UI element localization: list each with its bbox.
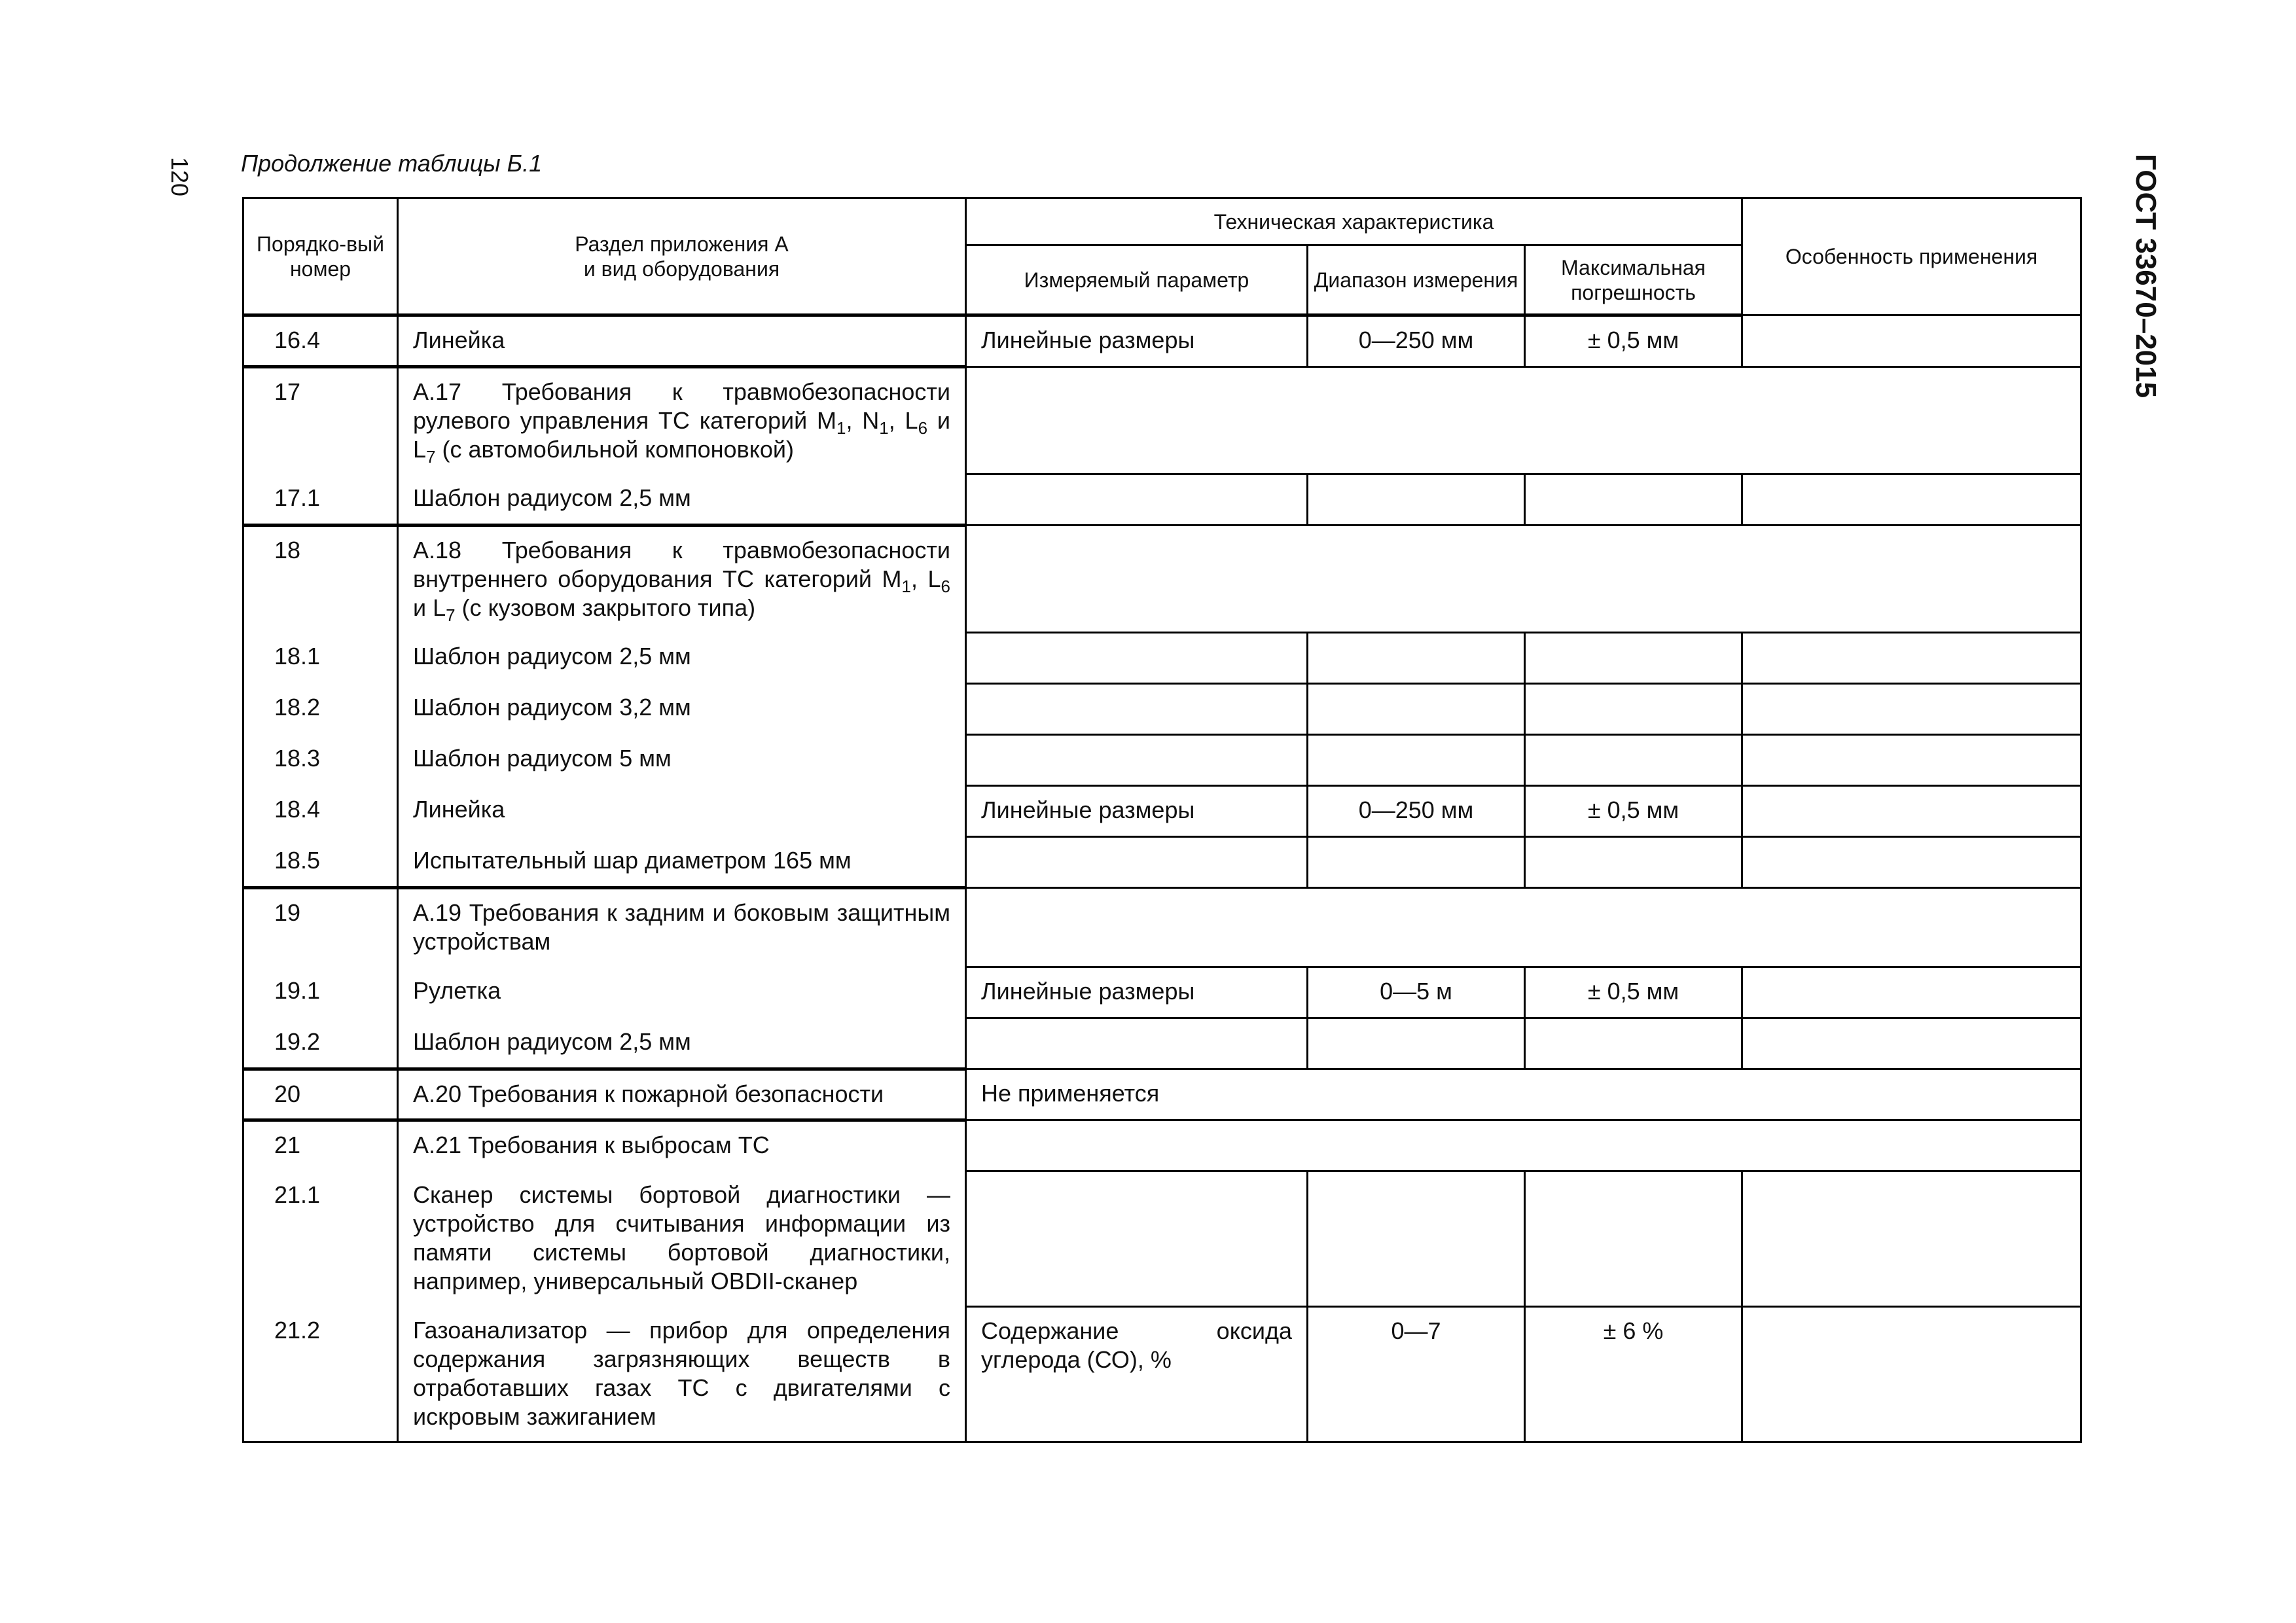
row-number: 21.2 xyxy=(243,1307,398,1442)
table-row xyxy=(243,315,2081,367)
row-number: 18 xyxy=(243,526,398,633)
row-number: 21 xyxy=(243,1120,398,1171)
row-number: 19.1 xyxy=(243,967,398,1018)
row-number: 18.2 xyxy=(243,684,398,735)
header-param: Измеряемый параметр xyxy=(966,245,1308,315)
table-row xyxy=(243,1018,2081,1069)
row-number: 19.2 xyxy=(243,1018,398,1069)
row-range: 0—250 мм xyxy=(1308,315,1525,367)
standard-designation: ГОСТ 33670–2015 xyxy=(2130,154,2162,399)
row-name: Шаблон радиусом 2,5 мм xyxy=(398,633,966,684)
row-number: 18.3 xyxy=(243,735,398,786)
row-name: Рулетка xyxy=(398,967,966,1018)
header-number: Порядко-вый номер xyxy=(243,198,398,315)
table-row xyxy=(243,367,2081,474)
row-number: 19 xyxy=(243,888,398,967)
table-row xyxy=(243,1120,2081,1171)
table-row xyxy=(243,684,2081,735)
table-row xyxy=(243,1307,2081,1442)
row-name: А.18 Требования к травмобезопасности внутреннего оборудования ТС категорий $М_1$, $L_6$ и $L_7$ (с кузовом закрытого типа) xyxy=(398,526,966,633)
table-row xyxy=(243,1069,2081,1120)
row-spanned-empty xyxy=(966,888,2081,967)
row-feature xyxy=(1742,315,2081,367)
row-range xyxy=(1308,837,1525,888)
row-feature xyxy=(1742,684,2081,735)
row-range xyxy=(1308,1018,1525,1069)
table-row xyxy=(243,735,2081,786)
row-range xyxy=(1308,633,1525,684)
row-note: Не применяется xyxy=(966,1069,2081,1120)
row-feature xyxy=(1742,967,2081,1018)
row-name: А.19 Требования к задним и боковым защитным устройствам xyxy=(398,888,966,967)
row-feature xyxy=(1742,1307,2081,1442)
row-name: А.21 Требования к выбросам ТС xyxy=(398,1120,966,1171)
table-row xyxy=(243,888,2081,967)
row-number: 17 xyxy=(243,367,398,474)
row-param xyxy=(966,735,1308,786)
row-number: 18.4 xyxy=(243,786,398,837)
row-error xyxy=(1525,735,1742,786)
table-row xyxy=(243,837,2081,888)
table-row xyxy=(243,474,2081,526)
row-param xyxy=(966,684,1308,735)
row-range xyxy=(1308,474,1525,526)
row-name: Сканер системы бортовой диагностики — устройство для считывания информации из памяти системы бортовой диагностики, например, универсальный OBDII-сканер xyxy=(398,1171,966,1307)
row-name: А.17 Требования к травмобезопасности рулевого управления ТС категорий $М_1$, $N_1$, $L_6$ и $L_7$ (с автомобильной компоновкой) xyxy=(398,367,966,474)
row-error xyxy=(1525,837,1742,888)
row-error: ± 0,5 мм xyxy=(1525,967,1742,1018)
row-name: Шаблон радиусом 2,5 мм xyxy=(398,474,966,526)
row-feature xyxy=(1742,735,2081,786)
table-row xyxy=(243,526,2081,633)
header-range: Диапазон измерения xyxy=(1308,245,1525,315)
row-number: 20 xyxy=(243,1069,398,1120)
row-error: ± 0,5 мм xyxy=(1525,786,1742,837)
row-name: Линейка xyxy=(398,786,966,837)
table-caption: Продолжение таблицы Б.1 xyxy=(241,150,543,177)
row-spanned-empty xyxy=(966,367,2081,474)
row-feature xyxy=(1742,1018,2081,1069)
row-param: Линейные размеры xyxy=(966,315,1308,367)
row-spanned-empty xyxy=(966,526,2081,633)
row-name: Газоанализатор — прибор для определения содержания загрязняющих веществ в отработавших газах ТС с двигателями с искровым зажиганием xyxy=(398,1307,966,1442)
row-param: Линейные размеры xyxy=(966,967,1308,1018)
row-number: 21.1 xyxy=(243,1171,398,1307)
row-range xyxy=(1308,1171,1525,1307)
row-param xyxy=(966,837,1308,888)
row-number: 17.1 xyxy=(243,474,398,526)
row-range: 0—7 xyxy=(1308,1307,1525,1442)
row-error xyxy=(1525,474,1742,526)
row-error: ± 6 % xyxy=(1525,1307,1742,1442)
page-number: 120 xyxy=(166,157,193,197)
row-name: Шаблон радиусом 2,5 мм xyxy=(398,1018,966,1069)
row-name: Испытательный шар диаметром 165 мм xyxy=(398,837,966,888)
row-error xyxy=(1525,1171,1742,1307)
row-feature xyxy=(1742,786,2081,837)
row-param: Линейные размеры xyxy=(966,786,1308,837)
row-param xyxy=(966,474,1308,526)
table-row xyxy=(243,967,2081,1018)
row-param xyxy=(966,1171,1308,1307)
row-param: Содержание оксида углерода (СО), % xyxy=(966,1307,1308,1442)
table-row xyxy=(243,633,2081,684)
header-section-line2: и вид оборудования xyxy=(583,257,780,281)
row-name: Шаблон радиусом 5 мм xyxy=(398,735,966,786)
header-error: Максимальная погрешность xyxy=(1525,245,1742,315)
header-tech: Техническая характеристика xyxy=(966,198,1742,245)
row-name: Линейка xyxy=(398,315,966,367)
row-error xyxy=(1525,1018,1742,1069)
row-range xyxy=(1308,684,1525,735)
row-feature xyxy=(1742,837,2081,888)
row-number: 16.4 xyxy=(243,315,398,367)
row-param xyxy=(966,1018,1308,1069)
row-range: 0—5 м xyxy=(1308,967,1525,1018)
row-range: 0—250 мм xyxy=(1308,786,1525,837)
row-range xyxy=(1308,735,1525,786)
row-feature xyxy=(1742,1171,2081,1307)
header-feature: Особенность применения xyxy=(1742,198,2081,315)
row-number: 18.5 xyxy=(243,837,398,888)
row-param xyxy=(966,633,1308,684)
equipment-table xyxy=(242,197,2082,1443)
header-section-line1: Раздел приложения А xyxy=(575,232,789,256)
row-name: Шаблон радиусом 3,2 мм xyxy=(398,684,966,735)
table-row xyxy=(243,1171,2081,1307)
row-feature xyxy=(1742,633,2081,684)
row-number: 18.1 xyxy=(243,633,398,684)
row-feature xyxy=(1742,474,2081,526)
row-error: ± 0,5 мм xyxy=(1525,315,1742,367)
header-section xyxy=(398,198,966,315)
row-name: А.20 Требования к пожарной безопасности xyxy=(398,1069,966,1120)
row-error xyxy=(1525,684,1742,735)
table-row xyxy=(243,786,2081,837)
row-spanned-empty xyxy=(966,1120,2081,1171)
row-error xyxy=(1525,633,1742,684)
table-header xyxy=(243,198,2081,315)
